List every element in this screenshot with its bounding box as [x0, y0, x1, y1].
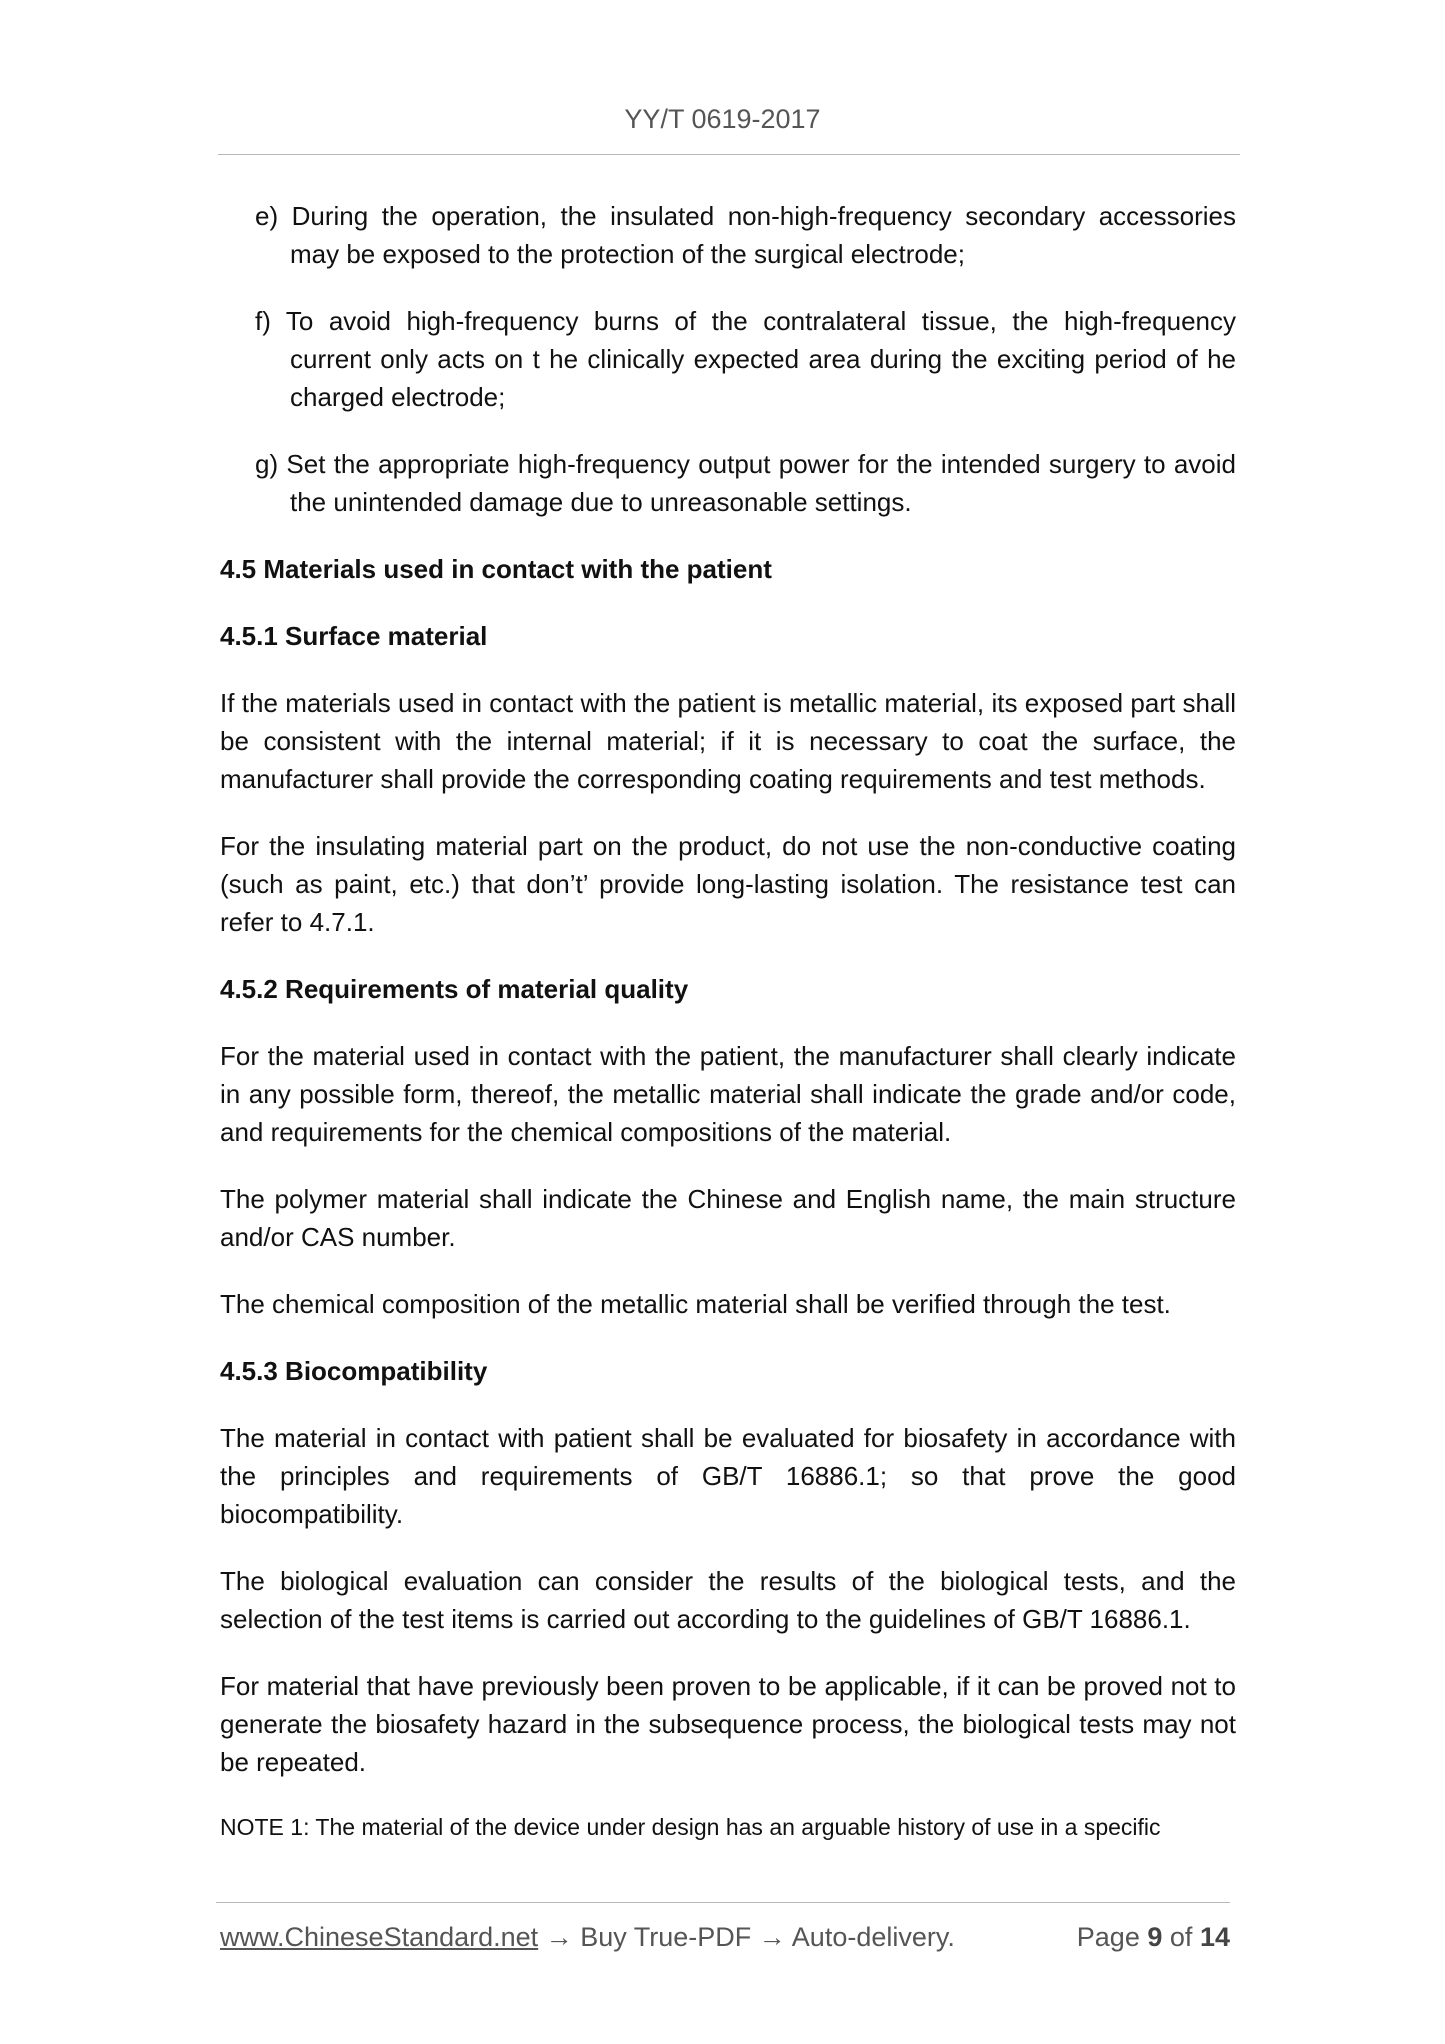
list-item-g: g) Set the appropriate high-frequency output power for the intended surgery to avoid the unintended damage due to unreasonable settings.: [255, 449, 1236, 517]
paragraph: If the materials used in contact with the patient is metallic material, its exposed part shall be consistent with the internal material; if it is necessary to coat the surface, the manufacturer shall provide the corresponding coating requirements and test methods.: [220, 688, 1236, 794]
paragraph: The polymer material shall indicate the Chinese and English name, the main structure and/or CAS number.: [220, 1184, 1236, 1252]
arrow-right-icon: →: [758, 1922, 786, 1952]
page-indicator: [1077, 1922, 1230, 1953]
paragraph: The biological evaluation can consider the results of the biological tests, and the selection of the test items is carried out according to the guidelines of GB/T 16886.1.: [220, 1566, 1236, 1634]
page-number: 9: [1147, 1922, 1163, 1952]
buy-text: Buy True-PDF: [580, 1922, 752, 1952]
page-header: [0, 104, 1445, 135]
page-word: Page: [1076, 1922, 1140, 1952]
section-heading-4-5-1: 4.5.1 Surface material: [220, 621, 488, 651]
section-heading-4-5-3: 4.5.3 Biocompatibility: [220, 1356, 488, 1386]
page-footer: [220, 1922, 1230, 1953]
paragraph: The material in contact with patient shall be evaluated for biosafety in accordance with the principles and requirements of GB/T 16886.1; so that prove the good biocompatibility.: [220, 1423, 1236, 1529]
page-content: [220, 197, 1236, 1844]
document-code: YY/T 0619-2017: [624, 104, 821, 134]
list-item-f: f) To avoid high-frequency burns of the contralateral tissue, the high-frequency current only acts on t he clinically expected area during the exciting period of he charged electrode;: [255, 306, 1236, 412]
paragraph: For the insulating material part on the product, do not use the non-conductive coating (such as paint, etc.) that don’t’ provide long-lasting isolation. The resistance test can refer to 4.7.1.: [220, 831, 1236, 937]
paragraph: The chemical composition of the metallic material shall be verified through the test.: [220, 1289, 1171, 1319]
delivery-text: Auto-delivery.: [791, 1922, 955, 1952]
paragraph: For the material used in contact with the patient, the manufacturer shall clearly indicate in any possible form, thereof, the metallic material shall indicate the grade and/or code, and requirements for the chemical compositions of the material.: [220, 1041, 1236, 1147]
footer-divider: [216, 1902, 1230, 1903]
section-heading-4-5-2: 4.5.2 Requirements of material quality: [220, 974, 689, 1004]
note: NOTE 1: The material of the device under design has an arguable history of use in a specific: [220, 1814, 1161, 1840]
page-total: 14: [1199, 1922, 1230, 1952]
of-word: of: [1169, 1922, 1193, 1952]
section-heading-4-5: 4.5 Materials used in contact with the patient: [220, 554, 772, 584]
arrow-right-icon: →: [545, 1922, 573, 1952]
paragraph: For material that have previously been proven to be applicable, if it can be proved not to generate the biosafety hazard in the subsequence process, the biological tests may not be repeated.: [220, 1671, 1236, 1777]
website-link[interactable]: www.ChineseStandard.net: [220, 1922, 539, 1952]
list-item-e: e) During the operation, the insulated non-high-frequency secondary accessories may be exposed to the protection of the surgical electrode;: [255, 201, 1236, 269]
header-divider: [218, 154, 1240, 155]
